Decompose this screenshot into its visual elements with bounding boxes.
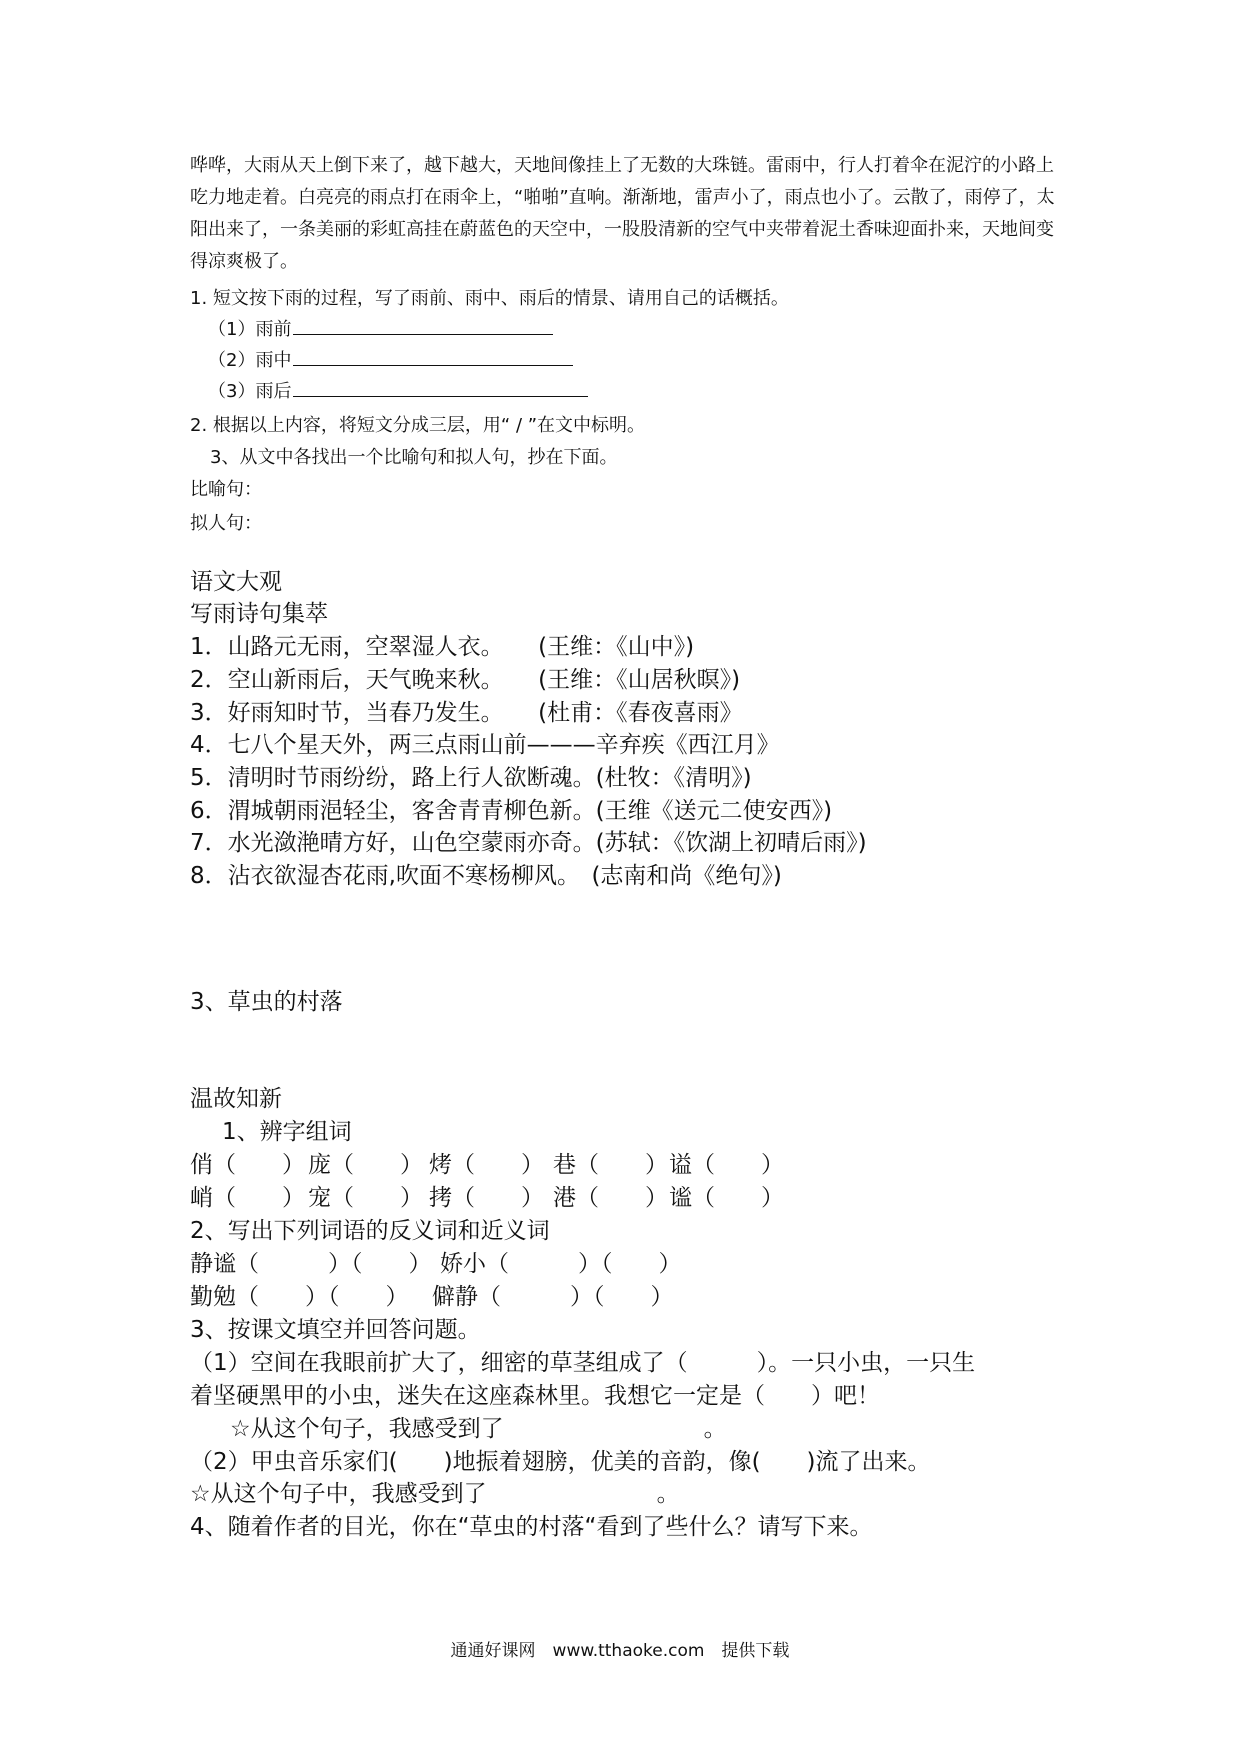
word-cell[interactable]: 港（ ） — [553, 1185, 668, 1211]
answer-line-after-rain — [208, 376, 588, 408]
word-grid-row-2 — [190, 1182, 784, 1215]
poem-line: 2．空山新雨后，天气晚来秋。 (王维：《山居秋暝》) — [190, 667, 741, 693]
word-cell[interactable]: 庞（ ） — [308, 1152, 423, 1178]
answer-blank-after[interactable] — [293, 376, 588, 397]
word-cell[interactable]: 谥（ ） — [669, 1152, 784, 1178]
poetry-section-heading: 语文大观 — [190, 569, 282, 595]
antonym-cell[interactable]: 勤勉（ ）（ ） — [190, 1284, 409, 1310]
lesson-title: 3、草虫的村落 — [190, 989, 343, 1015]
antonym-cell[interactable]: 娇小（ ）（ ） — [440, 1251, 682, 1277]
answer-line-during-rain — [208, 345, 573, 377]
period: 。 — [656, 1481, 680, 1507]
word-cell[interactable]: 烤（ ） — [429, 1152, 544, 1178]
exercise-4: 4、随着作者的目光，你在“草虫的村落“看到了些什么？请写下来。 — [190, 1514, 873, 1540]
review-section-heading: 温故知新 — [190, 1086, 282, 1112]
story-paragraph: 哗哗，大雨从天上倒下来了，越下越大，天地间像挂上了无数的大珠链。雷雨中，行人打着伞在泥泞的小路上吃力地走着。白亮亮的雨点打在雨伞上，“啪啪”直响。渐渐地，雷声小了，雨点也小了。云散了，雨停了，太阳出来了，一条美丽的彩虹高挂在蔚蓝色的天空中，一股股清新的空气中夹带着泥土香味迎面扑来，天地间变得凉爽极了。 — [190, 155, 1055, 272]
footer-credit: 通通好课网 www.tthaoke.com 提供下载 — [450, 1641, 790, 1661]
feeling-prompt: ☆从这个句子，我感受到了 — [230, 1416, 504, 1442]
poem-line: 6．渭城朝雨浥轻尘，客舍青青柳色新。(王维《送元二使安西》) — [190, 798, 833, 824]
word-cell[interactable]: 谧（ ） — [669, 1185, 784, 1211]
poem-line: 8．沾衣欲湿杏花雨,吹面不寒杨柳风。 (志南和尚《绝句》) — [190, 863, 782, 889]
answer-label-after: （3）雨后 — [208, 381, 292, 402]
exercise-2-title: 2、写出下列词语的反义词和近义词 — [190, 1218, 550, 1244]
exercise-3-2-feeling — [190, 1478, 680, 1511]
answer-label-during: （2）雨中 — [208, 350, 292, 371]
exercise-3-1-line-2: 着坚硬黑甲的小虫，迷失在这座森林里。我想它一定是（ ）吧！ — [190, 1383, 880, 1409]
antonym-cell[interactable]: 静谧（ ）（ ） — [190, 1251, 432, 1277]
exercise-3-1-line-1: （1）空间在我眼前扩大了，细密的草茎组成了（ ）。一只小虫，一只生 — [190, 1350, 976, 1376]
word-cell[interactable]: 宠（ ） — [308, 1185, 423, 1211]
exercise-3-1-feeling — [230, 1413, 727, 1446]
exercise-1-title: 1、辨字组词 — [222, 1119, 352, 1145]
antonym-row-2 — [190, 1281, 674, 1314]
question-1: 1. 短文按下雨的过程，写了雨前、雨中、雨后的情景、请用自己的话概括。 — [190, 288, 789, 309]
poem-line: 4．七八个星天外，两三点雨山前———辛弃疾《西江月》 — [190, 732, 780, 758]
poetry-title: 写雨诗句集萃 — [190, 601, 328, 627]
period: 。 — [703, 1416, 727, 1442]
word-cell[interactable]: 拷（ ） — [429, 1185, 544, 1211]
answer-line-before-rain — [208, 314, 553, 346]
question-2: 2. 根据以上内容，将短文分成三层，用“ / ”在文中标明。 — [190, 415, 646, 436]
personification-label: 拟人句： — [190, 513, 262, 534]
word-cell[interactable]: 俏（ ） — [190, 1152, 305, 1178]
antonym-row-1 — [190, 1248, 682, 1281]
poem-line: 7．水光潋滟晴方好，山色空蒙雨亦奇。(苏轼：《饮湖上初晴后雨》) — [190, 830, 867, 856]
word-cell[interactable]: 峭（ ） — [190, 1185, 305, 1211]
exercise-3-2-line-1: （2）甲虫音乐家们( )地振着翅膀，优美的音韵，像( )流了出来。 — [190, 1449, 931, 1475]
poem-line: 3．好雨知时节，当春乃发生。 (杜甫：《春夜喜雨》 — [190, 700, 743, 726]
word-grid-row-1 — [190, 1149, 784, 1182]
antonym-cell[interactable]: 僻静（ ）（ ） — [432, 1284, 674, 1310]
poem-line: 1．山路元无雨，空翠湿人衣。 (王维：《山中》) — [190, 634, 695, 660]
answer-label-before: （1）雨前 — [208, 319, 292, 340]
question-3: 3、从文中各找出一个比喻句和拟人句，抄在下面。 — [210, 447, 618, 468]
answer-blank-during[interactable] — [293, 345, 573, 366]
feeling-prompt: ☆从这个句子中，我感受到了 — [190, 1481, 487, 1507]
poem-line: 5．清明时节雨纷纷，路上行人欲断魂。(杜牧：《清明》) — [190, 765, 752, 791]
word-cell[interactable]: 巷（ ） — [553, 1152, 668, 1178]
simile-label: 比喻句： — [190, 479, 262, 500]
exercise-3-title: 3、按课文填空并回答问题。 — [190, 1317, 481, 1343]
answer-blank-before[interactable] — [293, 314, 553, 335]
